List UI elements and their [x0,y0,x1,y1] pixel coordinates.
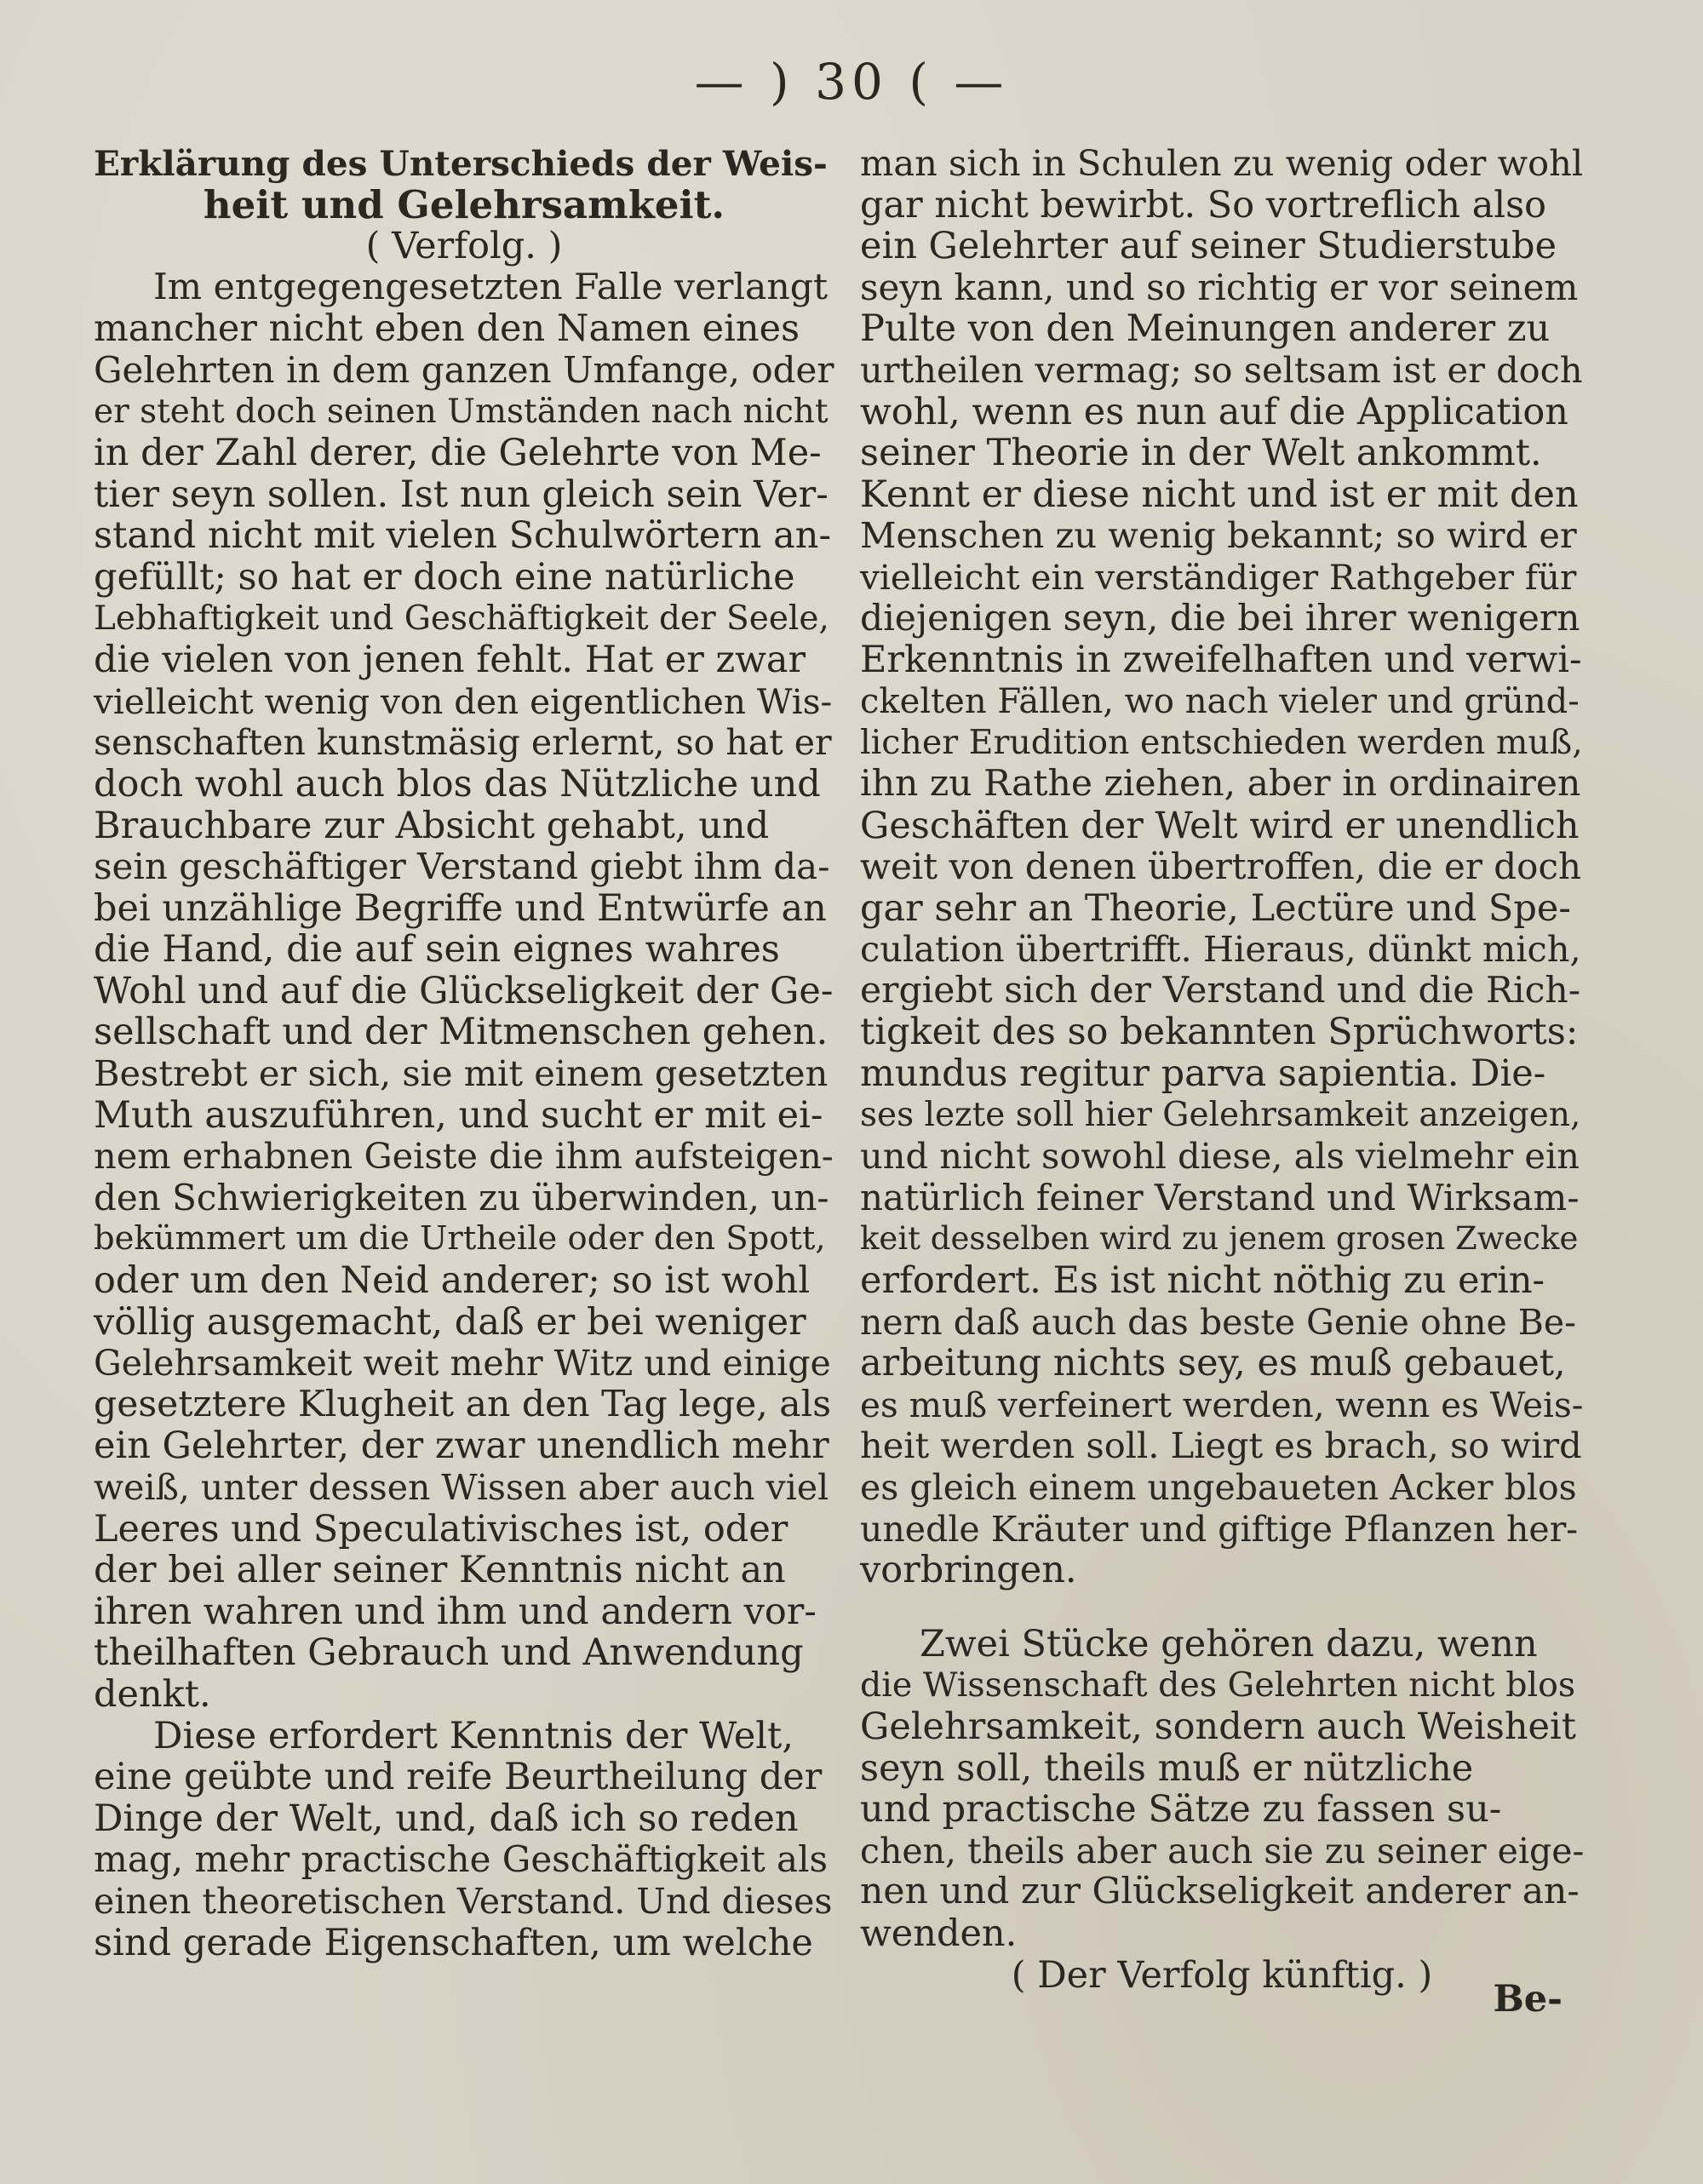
text-line: vielleicht wenig von den eigentlichen Wis- [94,680,833,722]
text-line: seiner Theorie in der Welt ankommt. [860,432,1542,475]
text-line: ein Gelehrter, der zwar unendlich mehr [94,1424,829,1468]
text-line: culation übertrifft. Hieraus, dünkt mich, [860,928,1581,971]
text-line: seyn soll, theils muß er nützliche [860,1746,1474,1790]
text-line: mancher nicht eben den Namen eines [94,307,800,351]
text-line: heit werden soll. Liegt es brach, so wird [860,1424,1582,1467]
text-line: die vielen von jenen fehlt. Hat er zwar [94,639,806,682]
text-line: Erkenntnis in zweifelhaften und verwi- [860,639,1582,682]
right-column [860,143,1584,1996]
text-line: diejenigen seyn, die bei ihrer wenigern [860,597,1580,639]
text-line: oder um den Neid anderer; so ist wohl [94,1259,811,1303]
text-line: mundus regitur parva sapientia. Die- [860,1052,1546,1096]
text-line: in der Zahl derer, die Gelehrte von Me- [94,432,822,475]
text-line: Geschäften der Welt wird er unendlich [860,804,1580,847]
text-line: Diese erfordert Kenntnis der Welt, [153,1714,794,1757]
text-line: und practische Sätze zu fassen su- [860,1788,1502,1831]
text-line: Gelehrsamkeit weit mehr Witz und einige [94,1343,831,1384]
text-line: sellschaft und der Mitmenschen gehen. [94,1011,829,1054]
text-line: urtheilen vermag; so seltsam ist er doch [860,348,1583,391]
text-line: ihn zu Rathe ziehen, aber in ordinairen [860,762,1581,805]
text-line: der bei aller seiner Kenntnis nicht an [94,1549,786,1592]
text-line: man sich in Schulen zu wenig oder wohl [860,142,1584,184]
text-line: bekümmert um die Urtheile oder den Spott, [94,1219,826,1258]
page-number: — ) 30 ( — [694,53,1009,111]
text-line: ( Der Verfolg künftig. ) [1011,1953,1433,1997]
text-line: weiß, unter dessen Wissen aber auch viel [94,1467,829,1508]
text-line: gar nicht bewirbt. So vortreflich also [860,183,1547,226]
text-line: ihren wahren und ihm und andern vor- [94,1590,817,1633]
text-line: nern daß auch das beste Genie ohne Be- [860,1301,1577,1343]
text-line: Menschen zu wenig bekannt; so wird er [860,514,1577,557]
text-line: eine geübte und reife Beurtheilung der [94,1756,823,1799]
text-line: völlig ausgemacht, daß er bei weniger [94,1300,806,1344]
text-line: senschaften kunstmäsig erlernt, so hat er [94,722,832,764]
text-line: seyn kann, und so richtig er vor seinem [860,266,1579,308]
text-line: einen theoretischen Verstand. Und dieses [94,1880,833,1922]
text-line: chen, theils aber auch sie zu seiner eige- [860,1830,1585,1872]
text-line: licher Erudition entschieden werden muß, [860,723,1583,763]
text-line: ergiebt sich der Verstand und die Rich- [860,969,1581,1012]
left-column [94,143,834,1963]
text-line: natürlich feiner Verstand und Wirksam- [860,1176,1580,1218]
text-line: Brauchbare zur Absicht gehabt, und [94,804,770,847]
text-line: bei unzählige Begriffe und Entwürfe an [94,886,827,930]
text-line: heit und Gelehrsamkeit. [203,181,725,227]
catchword: Be- [1493,1978,1563,2021]
text-line: nem erhabnen Geiste die ihm aufsteigen- [94,1135,834,1178]
text-line: gesetztere Klugheit an den Tag lege, als [94,1383,832,1425]
text-line: Zwei Stücke gehören dazu, wenn [920,1622,1538,1665]
text-line: denkt. [94,1672,211,1716]
text-line: die Hand, die auf sein eignes wahres [94,928,780,972]
text-line: gefüllt; so hat er doch eine natürliche [94,555,795,599]
text-line: die Wissenschaft des Gelehrten nicht blos [860,1665,1576,1705]
text-line: und nicht sowohl diese, als vielmehr ein [860,1135,1580,1178]
text-line: Bestrebt er sich, sie mit einem gesetzten [94,1052,829,1095]
text-line: Erklärung des Unterschieds der Weis- [94,143,828,184]
text-line: nen und zur Glückseligkeit anderer an- [860,1871,1580,1913]
text-line: ein Gelehrter auf seiner Studierstube [860,225,1557,268]
text-line: den Schwierigkeiten zu überwinden, un- [94,1176,829,1218]
text-line: es gleich einem ungebaueten Acker blos [860,1467,1577,1508]
text-line: arbeitung nichts sey, es muß gebauet, [860,1342,1566,1385]
text-line: sein geschäftiger Verstand giebt ihm da- [94,846,830,888]
text-line: ckelten Fällen, wo nach vieler und gründ- [860,681,1580,721]
text-line: weit von denen übertroffen, die er doch [860,846,1582,888]
text-line: doch wohl auch blos das Nützliche und [94,762,821,805]
text-line: ses lezte soll hier Gelehrsamkeit anzeigen, [860,1095,1581,1134]
text-line: Dinge der Welt, und, daß ich so reden [94,1797,799,1840]
text-line: ( Verfolg. ) [365,225,563,268]
text-line: Kennt er diese nicht und ist er mit den [860,473,1579,516]
text-line: Pulte von den Meinungen anderer zu [860,307,1551,351]
text-line: mag, mehr practische Geschäftigkeit als [94,1838,829,1881]
text-line: vielleicht ein verständiger Rathgeber für [860,556,1577,598]
text-line: stand nicht mit vielen Schulwörtern an- [94,514,832,558]
text-line: Im entgegengesetzten Falle verlangt [153,266,829,308]
text-line: keit desselben wird zu jenem grosen Zwecke [860,1220,1579,1258]
text-line: wenden. [860,1912,1018,1955]
text-line: unedle Kräuter und giftige Pflanzen her- [860,1508,1579,1550]
text-line: theilhaften Gebrauch und Anwendung [94,1631,804,1675]
text-line: er steht doch seinen Umständen nach nicht [94,392,829,431]
text-line: Muth auszuführen, und sucht er mit ei- [94,1093,823,1137]
text-line: Lebhaftigkeit und Geschäftigkeit der Seele, [94,599,829,638]
text-line: sind gerade Eigenschaften, um welche [94,1921,813,1964]
text-line: Leeres und Speculativisches ist, oder [94,1507,788,1551]
text-line: erfordert. Es ist nicht nöthig zu erin- [860,1259,1545,1303]
text-line: gar sehr an Theorie, Lectüre und Spe- [860,886,1571,930]
text-line: Wohl und auf die Glückseligkeit der Ge- [94,969,834,1012]
text-line: tier seyn sollen. Ist nun gleich sein Ver- [94,473,829,516]
text-line: wohl, wenn es nun auf die Application [860,390,1568,433]
text-line: Gelehrten in dem ganzen Umfange, oder [94,348,834,391]
text-line: vorbringen. [860,1549,1077,1592]
text-line: es muß verfeinert werden, wenn es Weis- [860,1384,1584,1425]
text-line: Gelehrsamkeit, sondern auch Weisheit [860,1705,1577,1748]
text-line: tigkeit des so bekannten Sprüchworts: [860,1011,1579,1054]
